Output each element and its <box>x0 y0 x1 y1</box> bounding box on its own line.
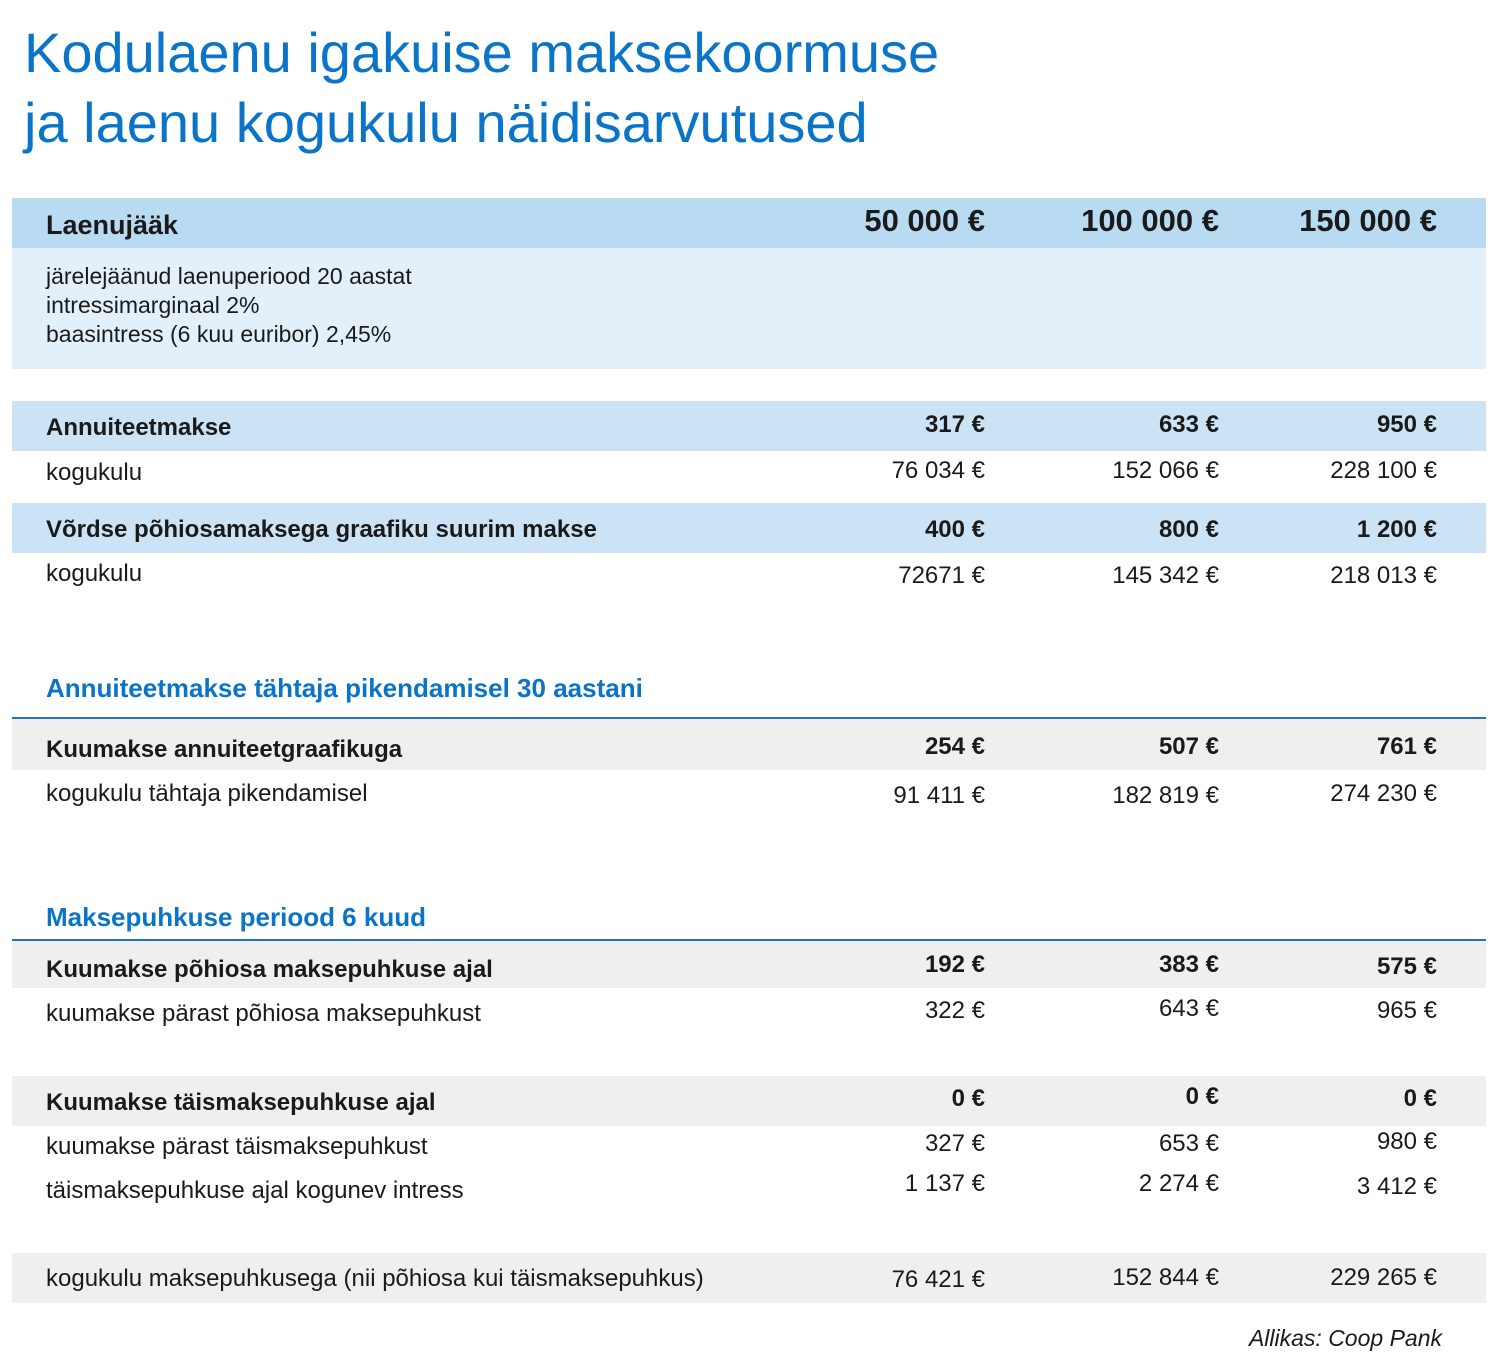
title-line-1: Kodulaenu igakuise maksekoormuse <box>24 21 940 84</box>
holiday-section-heading: Maksepuhkuse periood 6 kuud <box>46 902 426 932</box>
after-full-holiday-value-3: 980 € <box>1376 1128 1437 1155</box>
principal-holiday-value-1: 192 € <box>924 951 985 978</box>
header-label: Laenujääk <box>46 210 179 240</box>
after-full-holiday-label: kuumakse pärast täismaksepuhkust <box>46 1133 428 1160</box>
after-principal-holiday-value-1: 322 € <box>924 997 985 1024</box>
equal-principal-total-value-1: 72671 € <box>898 562 985 589</box>
equal-principal-value-1: 400 € <box>924 516 985 543</box>
equal-principal-label: Võrdse põhiosamaksega graafiku suurim makse <box>46 516 597 543</box>
full-holiday-value-1: 0 € <box>951 1085 985 1112</box>
accrued-interest-value-2: 2 274 € <box>1138 1170 1219 1197</box>
equal-principal-total-value-2: 145 342 € <box>1112 562 1219 589</box>
accrued-interest-value-3: 3 412 € <box>1356 1173 1437 1200</box>
annuity-label: Annuiteetmakse <box>46 414 232 441</box>
parameter-period: järelejäänud laenuperiood 20 aastat <box>46 263 412 289</box>
total-with-holiday-label: kogukulu maksepuhkusega (nii põhiosa kui täismaksepuhkus) <box>46 1265 704 1292</box>
full-holiday-value-2: 0 € <box>1185 1083 1219 1110</box>
principal-holiday-value-2: 383 € <box>1158 951 1219 978</box>
total-with-holiday-value-2: 152 844 € <box>1112 1264 1219 1291</box>
after-principal-holiday-label: kuumakse pärast põhiosa maksepuhkust <box>46 1000 481 1027</box>
parameter-margin: intressimarginaal 2% <box>46 292 260 318</box>
header-col-1: 50 000 € <box>864 203 985 238</box>
accrued-interest-value-1: 1 137 € <box>904 1170 985 1197</box>
equal-principal-value-3: 1 200 € <box>1356 516 1437 543</box>
total-with-holiday-value-3: 229 265 € <box>1330 1264 1437 1291</box>
full-holiday-label: Kuumakse täismaksepuhkuse ajal <box>46 1089 436 1116</box>
title-line-2: ja laenu kogukulu näidisarvutused <box>24 91 868 154</box>
extension-section-heading: Annuiteetmakse tähtaja pikendamisel 30 aastani <box>46 673 643 703</box>
annuity-value-2: 633 € <box>1158 411 1219 438</box>
parameter-base-rate: baasintress (6 kuu euribor) 2,45% <box>46 321 392 347</box>
extension-monthly-label: Kuumakse annuiteetgraafikuga <box>46 736 403 763</box>
equal-principal-value-2: 800 € <box>1158 516 1219 543</box>
after-full-holiday-value-2: 653 € <box>1158 1130 1219 1157</box>
after-principal-holiday-value-3: 965 € <box>1376 997 1437 1024</box>
total-with-holiday-value-1: 76 421 € <box>891 1266 985 1293</box>
parameters-list <box>46 262 412 349</box>
equal-principal-total-value-3: 218 013 € <box>1330 562 1437 589</box>
extension-total-value-1: 91 411 € <box>893 782 985 809</box>
principal-holiday-value-3: 575 € <box>1376 953 1437 980</box>
annuity-total-value-1: 76 034 € <box>891 457 985 484</box>
annuity-total-value-2: 152 066 € <box>1112 457 1219 484</box>
extension-monthly-value-2: 507 € <box>1158 733 1219 760</box>
annuity-total-label: kogukulu <box>46 459 143 486</box>
header-col-2: 100 000 € <box>1081 203 1219 238</box>
annuity-value-3: 950 € <box>1376 411 1437 438</box>
source-note: Allikas: Coop Pank <box>1248 1325 1442 1351</box>
principal-holiday-label: Kuumakse põhiosa maksepuhkuse ajal <box>46 956 493 983</box>
equal-principal-total-label: kogukulu <box>46 560 143 587</box>
extension-total-value-2: 182 819 € <box>1112 782 1219 809</box>
accrued-interest-label: täismaksepuhkuse ajal kogunev intress <box>46 1177 464 1204</box>
extension-monthly-value-1: 254 € <box>924 733 985 760</box>
header-col-3: 150 000 € <box>1299 203 1437 238</box>
after-principal-holiday-value-2: 643 € <box>1158 995 1219 1022</box>
after-full-holiday-value-1: 327 € <box>924 1130 985 1157</box>
extension-total-value-3: 274 230 € <box>1330 780 1437 807</box>
page-title <box>24 18 1224 158</box>
extension-total-label: kogukulu tähtaja pikendamisel <box>46 780 368 807</box>
annuity-total-value-3: 228 100 € <box>1330 457 1437 484</box>
full-holiday-value-3: 0 € <box>1403 1085 1437 1112</box>
annuity-value-1: 317 € <box>924 411 985 438</box>
extension-monthly-value-3: 761 € <box>1376 733 1437 760</box>
